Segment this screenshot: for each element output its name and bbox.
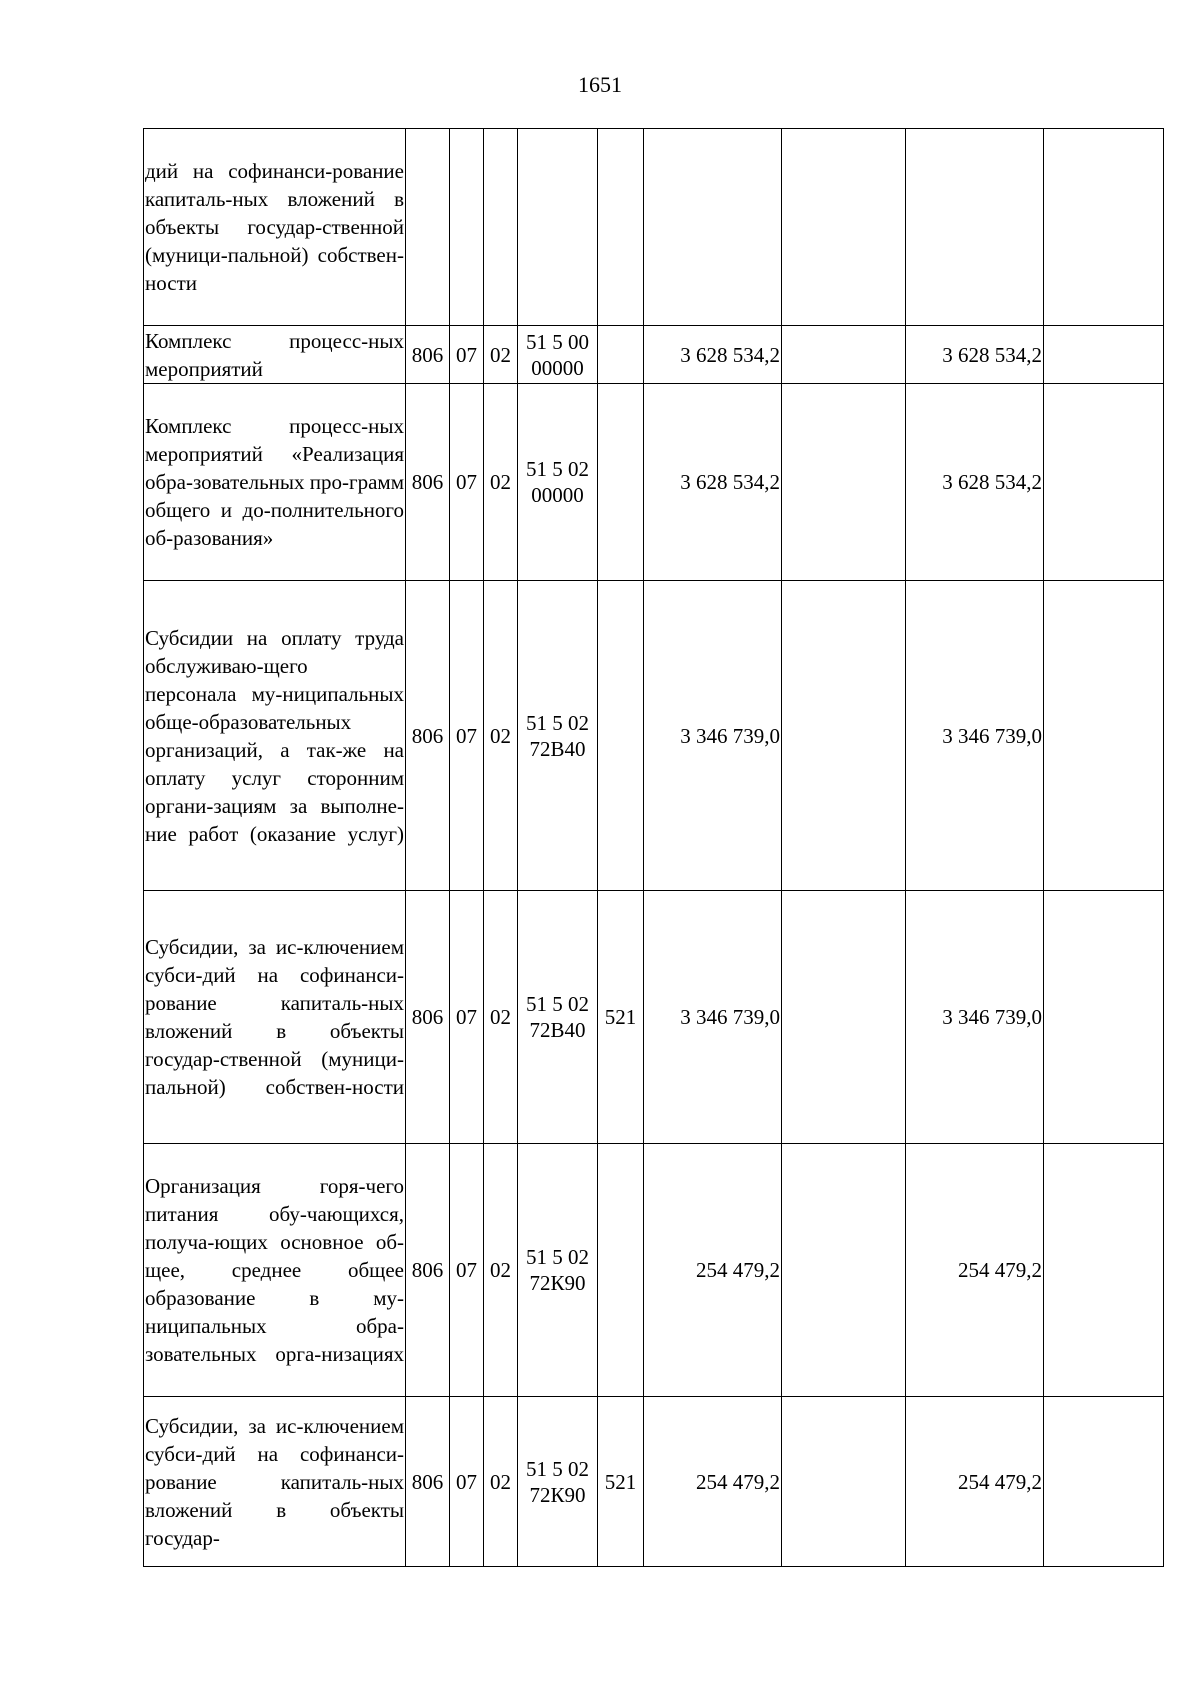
- section-cell: 07: [450, 581, 484, 891]
- target-article-cell: [518, 581, 598, 891]
- section-cell: 07: [450, 1144, 484, 1397]
- amount-cell-3: [906, 129, 1044, 326]
- row-name-text: Субсидии на оплату труда обслуживаю-щего персонала му-ниципальных обще-образовательных организаций, а так-же на оплату услуг сторонним органи-зациям за выполне-ние работ (оказание услуг): [145, 625, 404, 846]
- row-name-cell: [144, 1144, 406, 1397]
- section-cell: [450, 129, 484, 326]
- grbs-cell: [406, 129, 450, 326]
- target-article-line-1: 51 5 02: [526, 710, 589, 735]
- target-article-line-2: 72В40: [529, 1018, 586, 1042]
- amount-cell-4: [1044, 129, 1164, 326]
- row-name-cell: [144, 326, 406, 384]
- subsection-cell: 02: [484, 326, 518, 384]
- row-name-cell: [144, 1397, 406, 1567]
- amount-cell-2: [782, 581, 906, 891]
- amount-cell-2: [782, 129, 906, 326]
- grbs-cell: 806: [406, 891, 450, 1144]
- target-article-cell: [518, 326, 598, 384]
- target-article-line-1: 51 5 02: [526, 457, 589, 481]
- amount-cell-1: 254 479,2: [644, 1397, 782, 1567]
- target-article-line-2: 00000: [531, 483, 584, 507]
- amount-cell-2: [782, 384, 906, 581]
- amount-cell-2: [782, 326, 906, 384]
- amount-cell-2: [782, 1397, 906, 1567]
- page-number: 1651: [578, 72, 622, 97]
- amount-cell-1: 3 346 739,0: [644, 891, 782, 1144]
- target-article-cell: [518, 891, 598, 1144]
- grbs-cell: 806: [406, 1397, 450, 1567]
- expense-type-cell: [598, 326, 644, 384]
- grbs-cell: 806: [406, 581, 450, 891]
- target-article-line-2: 72К90: [529, 1271, 586, 1295]
- subsection-cell: [484, 129, 518, 326]
- section-cell: 07: [450, 326, 484, 384]
- row-name-text: Субсидии, за ис-ключением субси-дий на софинанси-рование капиталь-ных вложений в объекты государ-: [145, 1413, 404, 1550]
- amount-cell-4: [1044, 326, 1164, 384]
- table-row: [144, 129, 1164, 326]
- table-row: [144, 891, 1164, 1144]
- target-article-line-1: 51 5 02: [526, 1245, 589, 1269]
- subsection-cell: 02: [484, 891, 518, 1144]
- amount-cell-3: 3 628 534,2: [906, 326, 1044, 384]
- subsection-cell: 02: [484, 384, 518, 581]
- target-article-line-2: 72К90: [529, 1482, 586, 1507]
- amount-cell-1: 3 628 534,2: [644, 384, 782, 581]
- row-name-cell: [144, 129, 406, 326]
- expense-type-cell: 521: [598, 891, 644, 1144]
- expense-type-cell: [598, 581, 644, 891]
- amount-cell-3: 3 628 534,2: [906, 384, 1044, 581]
- amount-cell-3: 254 479,2: [906, 1144, 1044, 1397]
- row-name-text: Комплекс процесс-ных мероприятий «Реализация обра-зовательных про-грамм общего и до-полнительного об-разования»: [145, 414, 404, 550]
- target-article-line-2: 72В40: [529, 736, 586, 761]
- row-name-text: Организация горя-чего питания обу-чающихся, получа-ющих основное об-щее, среднее общее образование в му-ниципальных обра-зовательных орга-низациях: [145, 1174, 404, 1366]
- row-name-cell: [144, 384, 406, 581]
- row-name-cell: [144, 891, 406, 1144]
- amount-cell-4: [1044, 1397, 1164, 1567]
- amount-cell-1: 3 346 739,0: [644, 581, 782, 891]
- expense-type-cell: [598, 384, 644, 581]
- row-name-text: Комплекс процесс-ных мероприятий: [145, 328, 404, 381]
- expense-type-cell: [598, 129, 644, 326]
- target-article-cell: [518, 129, 598, 326]
- amount-cell-3: 254 479,2: [906, 1397, 1044, 1567]
- row-name-text: Субсидии, за ис-ключением субси-дий на софинанси-рование капиталь-ных вложений в объекты государ-ственной (муници-пальной) собствен-ности: [145, 935, 404, 1099]
- table-row: [144, 384, 1164, 581]
- subsection-cell: 02: [484, 581, 518, 891]
- target-article-line-1: 51 5 02: [526, 992, 589, 1016]
- amount-cell-1: [644, 129, 782, 326]
- subsection-cell: 02: [484, 1144, 518, 1397]
- amount-cell-1: 254 479,2: [644, 1144, 782, 1397]
- subsection-cell: 02: [484, 1397, 518, 1567]
- amount-cell-4: [1044, 1144, 1164, 1397]
- target-article-line-1: 51 5 00: [526, 329, 589, 354]
- table-body: [144, 129, 1164, 1567]
- amount-cell-4: [1044, 384, 1164, 581]
- target-article-cell: [518, 384, 598, 581]
- table-row: [144, 1397, 1164, 1567]
- amount-cell-3: 3 346 739,0: [906, 891, 1044, 1144]
- target-article-line-1: 51 5 02: [526, 1456, 589, 1481]
- section-cell: 07: [450, 891, 484, 1144]
- grbs-cell: 806: [406, 384, 450, 581]
- amount-cell-1: 3 628 534,2: [644, 326, 782, 384]
- amount-cell-4: [1044, 891, 1164, 1144]
- target-article-cell: [518, 1144, 598, 1397]
- amount-cell-2: [782, 1144, 906, 1397]
- amount-cell-4: [1044, 581, 1164, 891]
- table-row: [144, 1144, 1164, 1397]
- amount-cell-3: 3 346 739,0: [906, 581, 1044, 891]
- target-article-cell: [518, 1397, 598, 1567]
- expense-type-cell: [598, 1144, 644, 1397]
- table-row: [144, 581, 1164, 891]
- expense-type-cell: 521: [598, 1397, 644, 1567]
- table-row: [144, 326, 1164, 384]
- target-article-line-2: 00000: [531, 355, 584, 380]
- row-name-text: дий на софинанси-рование капиталь-ных вложений в объекты государ-ственной (муници-пальной) собствен-ности: [145, 159, 404, 295]
- row-name-cell: [144, 581, 406, 891]
- grbs-cell: 806: [406, 1144, 450, 1397]
- budget-table: [143, 128, 1164, 1567]
- section-cell: 07: [450, 1397, 484, 1567]
- section-cell: 07: [450, 384, 484, 581]
- grbs-cell: 806: [406, 326, 450, 384]
- amount-cell-2: [782, 891, 906, 1144]
